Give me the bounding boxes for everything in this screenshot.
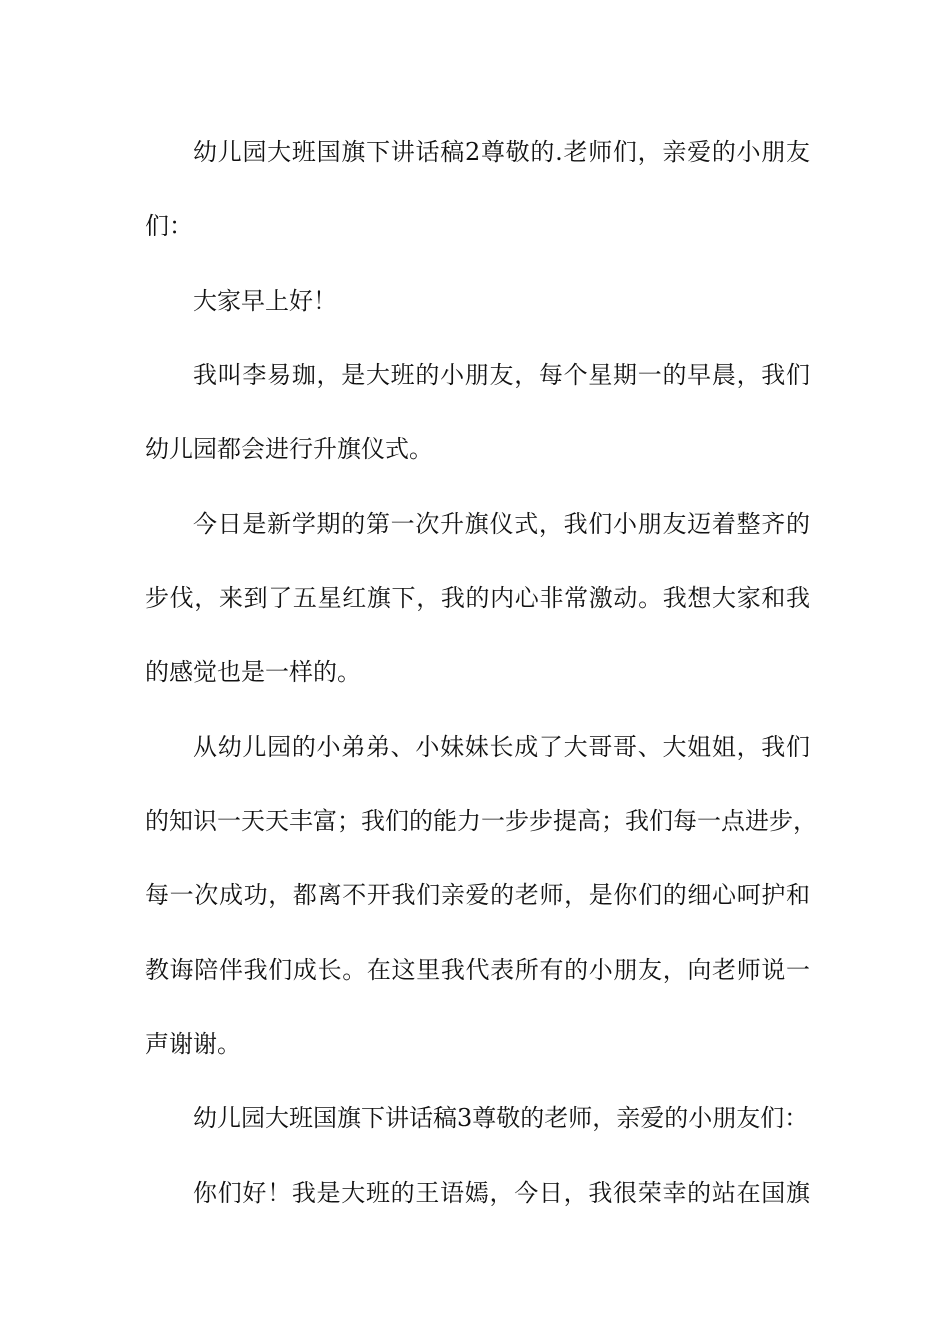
text-line: 的知识一天天丰富；我们的能力一步步提高；我们每一点进步， [145,807,817,835]
text-line: 声谢谢。 [145,1030,241,1058]
text-line: 我叫李易珈，是大班的小朋友，每个星期一的早晨，我们 [193,361,810,389]
text-line: 你们好！我是大班的王语嫣，今日，我很荣幸的站在国旗 [193,1179,810,1207]
text-line: 大家早上好！ [193,287,337,315]
text-line: 的感觉也是一样的。 [145,658,361,686]
text-line: 幼儿园都会进行升旗仪式。 [145,435,433,463]
text-line: 幼儿园大班国旗下讲话稿2尊敬的.老师们，亲爱的小朋友 [193,138,810,166]
text-line: 们： [145,212,193,240]
text-line: 教诲陪伴我们成长。在这里我代表所有的小朋友，向老师说一 [145,956,810,984]
text-line: 每一次成功，都离不开我们亲爱的老师，是你们的细心呵护和 [145,881,810,909]
text-line: 今日是新学期的第一次升旗仪式，我们小朋友迈着整齐的 [193,510,810,538]
text-line: 幼儿园大班国旗下讲话稿3尊敬的老师，亲爱的小朋友们： [193,1104,809,1132]
text-line: 步伐，来到了五星红旗下，我的内心非常激动。我想大家和我 [145,584,810,612]
text-line: 从幼儿园的小弟弟、小妹妹长成了大哥哥、大姐姐，我们 [193,733,810,761]
